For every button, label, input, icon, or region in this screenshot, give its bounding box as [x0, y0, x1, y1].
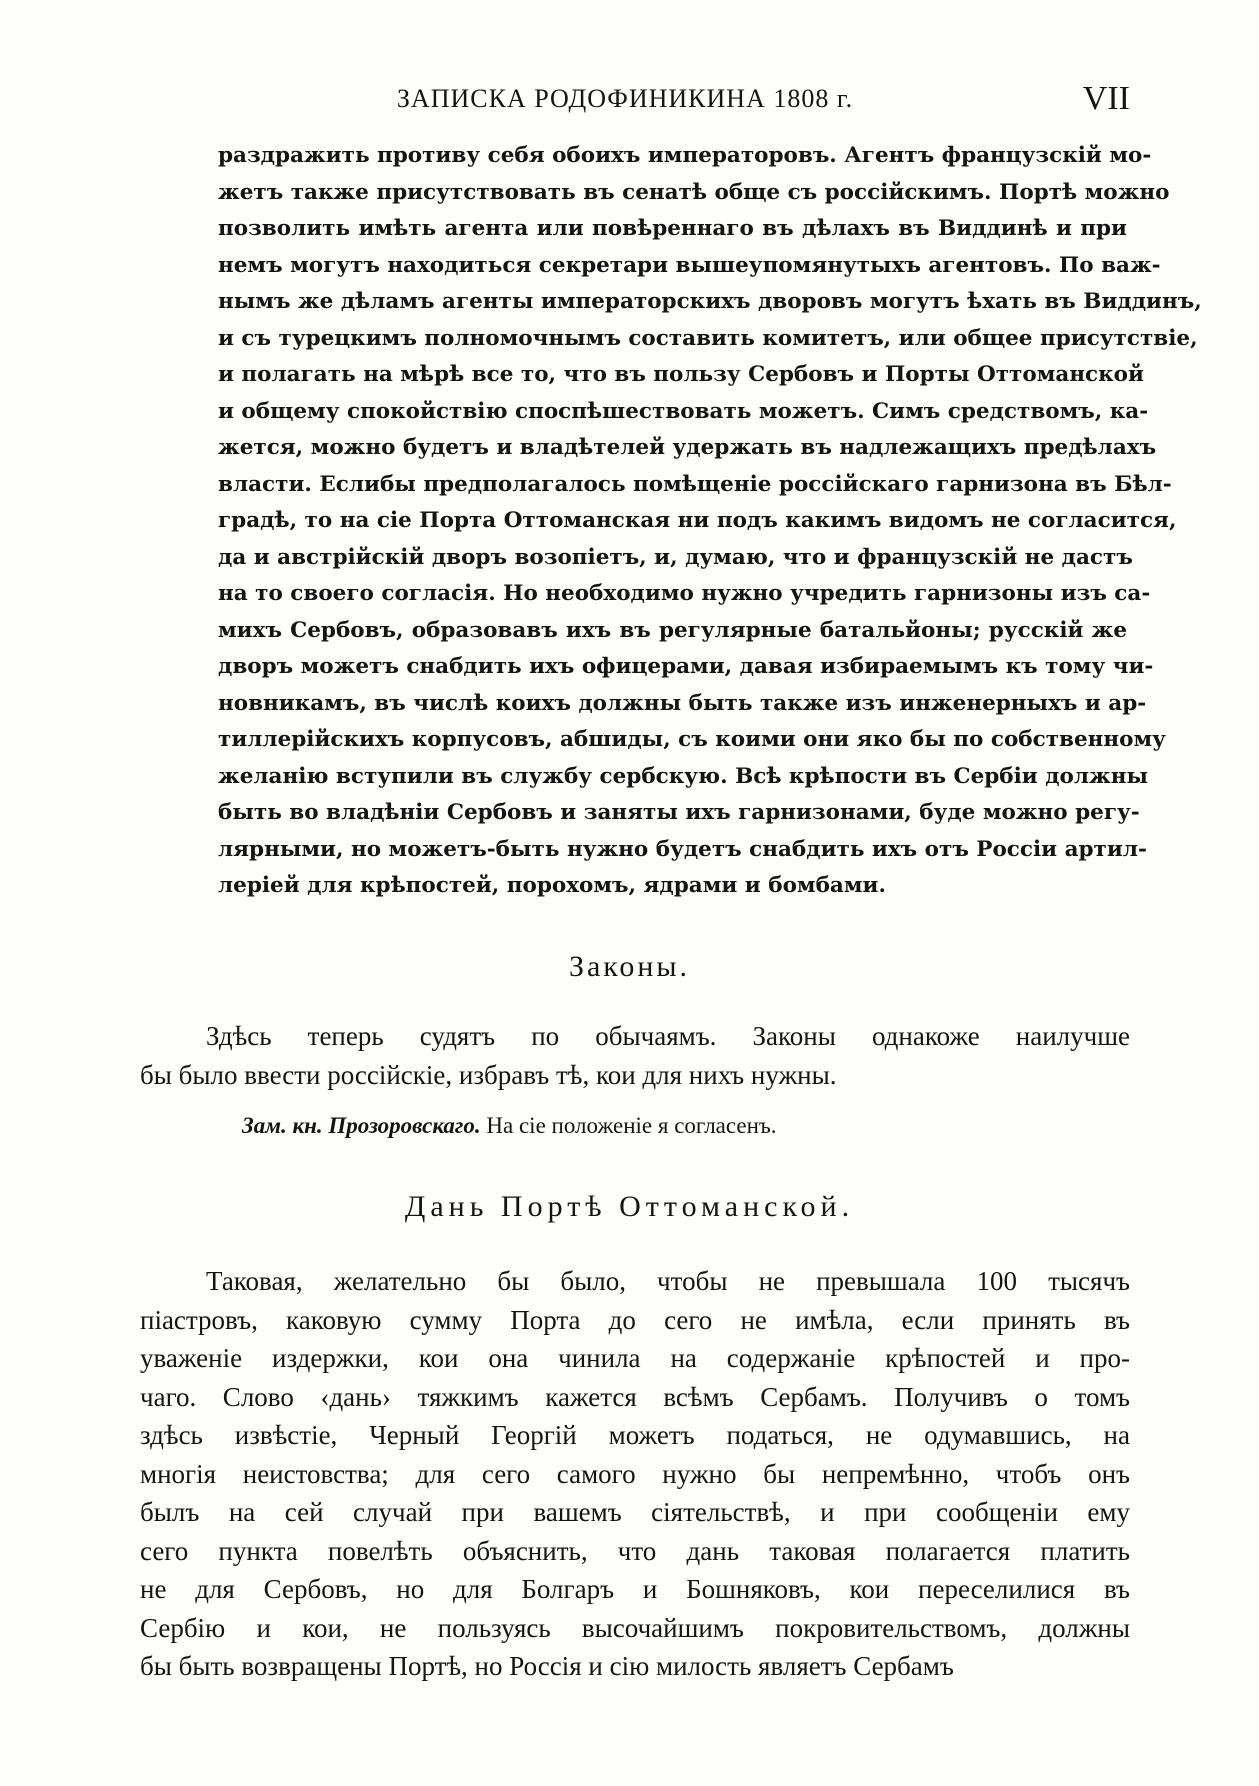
- prozorovsky-note: [242, 1113, 1142, 1139]
- text-line: Таковая, желательно бы было, чтобы не превышала 100 тысячъ: [206, 1266, 1130, 1296]
- tribute-paragraph: [140, 1262, 1130, 1686]
- text-line: чаго. Слово ‹дань› тяжкимъ кажется всѣмъ Сербамъ. Получивъ о томъ: [140, 1381, 1130, 1412]
- text-line: немъ могутъ находиться секретари вышеупомянутыхъ агентовъ. По важ-: [218, 252, 1161, 278]
- text-line: на то своего согласія. Но необходимо нужно учредить гарнизоны изъ са-: [218, 581, 1151, 606]
- text-line: тиллерійскихъ корпусовъ, абшиды, съ коими они яко бы по собственному: [218, 727, 1166, 752]
- text-line: Сербію и кои, не пользуясь высочайшимъ покровительствомъ, должны: [140, 1612, 1130, 1643]
- text-line: позволить имѣть агента или повѣреннаго въ дѣлахъ въ Виддинѣ и при: [218, 216, 1127, 241]
- text-line: власти. Еслибы предполагалось помѣщеніе россійскаго гарнизона въ Бѣл-: [218, 471, 1172, 497]
- text-line: михъ Сербовъ, образовавъ ихъ въ регулярные батальйоны; русскій же: [218, 617, 1127, 643]
- text-line: сего пункта повелѣть объяснить, что дань таковая полагается платить: [140, 1535, 1130, 1566]
- page-number: VII: [1082, 80, 1130, 117]
- text-line: леріей для крѣпостей, порохомъ, ядрами и бомбами.: [218, 873, 886, 898]
- text-line: и общему спокойствію споспѣшествовать можетъ. Симъ средствомъ, ка-: [218, 398, 1149, 424]
- running-head: [120, 80, 1130, 120]
- text-line: нымъ же дѣламъ агенты императорскихъ дворовъ могутъ ѣхать въ Виддинъ,: [218, 289, 1202, 314]
- text-line: жется, можно будетъ и владѣтелей удержать въ надлежащихъ предѣлахъ: [218, 435, 1157, 460]
- small-print-paragraph: [218, 138, 1202, 905]
- text-line: здѣсь извѣстіе, Черный Георгій можетъ податься, не одумавшись, на: [140, 1420, 1130, 1450]
- text-line: и полагать на мѣрѣ все то, что въ пользу Сербовъ и Порты Оттоманской: [218, 362, 1144, 387]
- text-line: бы быть возвращены Портѣ, но Россія и сію милость являетъ Сербамъ: [140, 1651, 954, 1681]
- text-line: быть во владѣніи Сербовъ и заняты ихъ гарнизонами, буде можно регу-: [218, 800, 1140, 825]
- text-line: уваженіе издержки, кои она чинила на содержаніе крѣпостей и про-: [140, 1343, 1130, 1373]
- text-line: да и австрійскій дворъ возопіетъ, и, думаю, что и французскій не дастъ: [218, 544, 1133, 570]
- text-line: новникамъ, въ числѣ коихъ должны быть также изъ инженерныхъ и ар-: [218, 690, 1147, 716]
- laws-paragraph: [140, 1017, 1130, 1094]
- running-head-title: ЗАПИСКА РОДОФИНИКИНА 1808 г.: [396, 84, 854, 113]
- text-line: многія неистовства; для сего самого нужно бы непремѣнно, чтобъ онъ: [140, 1458, 1130, 1489]
- text-line: Здѣсь теперь судятъ по обычаямъ. Законы однакоже наилучше: [206, 1021, 1130, 1051]
- text-line: раздражить противу себя обоихъ императоровъ. Агентъ французскій мо-: [218, 143, 1152, 168]
- text-line: піастровъ, каковую сумму Порта до сего не имѣла, если принять въ: [140, 1304, 1130, 1335]
- text-line: градѣ, то на сіе Порта Оттоманская ни подъ какимъ видомъ не согласится,: [218, 508, 1177, 533]
- text-line: дворъ можетъ снабдить ихъ офицерами, давая избираемымъ къ тому чи-: [218, 654, 1154, 679]
- section-heading-laws: Законы.: [568, 950, 691, 983]
- note-author: Зам. кн. Прозоровскаго.: [242, 1113, 481, 1138]
- section-heading-tribute: Дань Портѣ Оттоманской.: [404, 1190, 855, 1223]
- text-line: и съ турецкимъ полномочнымъ составить комитетъ, или общее присутствіе,: [218, 325, 1198, 351]
- text-line: не для Сербовъ, но для Болгаръ и Бошняковъ, кои переселилися въ: [140, 1574, 1130, 1604]
- text-line: былъ на сей случай при вашемъ сіятельствѣ, и при сообщеніи ему: [140, 1497, 1130, 1527]
- text-line: жетъ также присутствовать въ сенатѣ обще съ россійскимъ. Портѣ можно: [218, 179, 1170, 205]
- text-line: желанію вступили въ службу сербскую. Всѣ крѣпости въ Сербіи должны: [218, 763, 1149, 789]
- note-text: На сіе положеніе я согласенъ.: [480, 1113, 777, 1138]
- text-line: лярными, но можетъ-быть нужно будетъ снабдить ихъ отъ Россіи артил-: [218, 836, 1147, 862]
- text-line: бы было ввести россійскіе, избравъ тѣ, кои для нихъ нужны.: [140, 1059, 837, 1090]
